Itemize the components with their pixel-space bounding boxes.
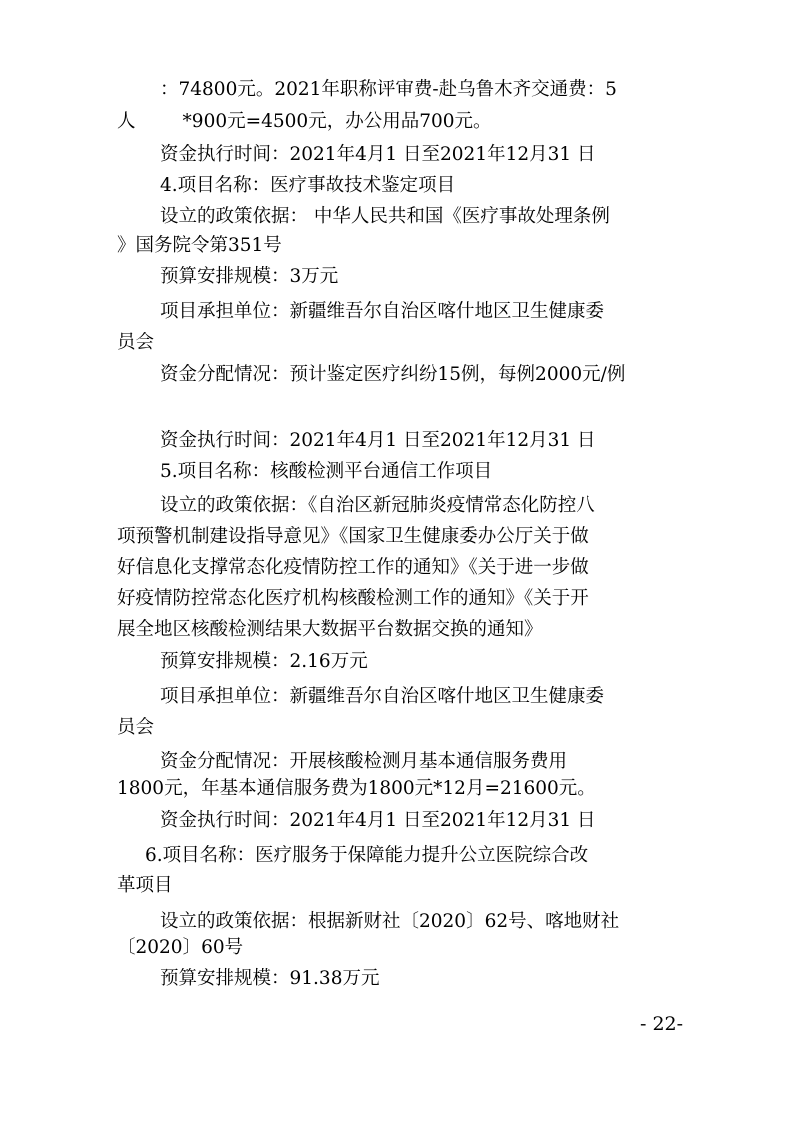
text-line: 革项目 (117, 875, 173, 896)
page-number: - 22- (640, 1013, 684, 1035)
text-line: 好疫情防控常态化医疗机构核酸检测工作的通知》《关于开 (117, 588, 589, 609)
text-line: 资金分配情况：开展核酸检测月基本通信服务费用 (160, 751, 568, 772)
text-line: 展全地区核酸检测结果大数据平台数据交换的通知》 (117, 619, 543, 640)
text-line: ：74800元。2021年职称评审费-赴乌鲁木齐交通费：5 (160, 79, 617, 100)
text-line: 预算安排规模：2.16万元 (160, 651, 368, 672)
text-line: 项预警机制建设指导意见》《国家卫生健康委办公厅关于做 (117, 526, 589, 547)
text-line: 人 *900元=4500元，办公用品700元。 (117, 111, 492, 132)
text-line: 1800元，年基本通信服务费为1800元*12月=21600元。 (117, 778, 596, 799)
section-heading: 5.项目名称：核酸检测平台通信工作项目 (160, 461, 493, 482)
text-line: 项目承担单位：新疆维吾尔自治区喀什地区卫生健康委 (160, 301, 605, 322)
text-line: 》国务院令第351号 (117, 235, 282, 256)
text-line: 资金分配情况：预计鉴定医疗纠纷15例，每例2000元/例 (160, 364, 626, 385)
text-line: 设立的政策依据： 中华人民共和国《医疗事故处理条例 (160, 206, 610, 227)
text-line: 设立的政策依据：根据新财社〔2020〕62号、喀地财社 (160, 911, 620, 932)
text-line: 预算安排规模：91.38万元 (160, 968, 380, 989)
text-line: 资金执行时间：2021年4月1 日至2021年12月31 日 (160, 430, 596, 451)
text-line: 好信息化支撑常态化疫情防控工作的通知》《关于进一步做 (117, 557, 589, 578)
text-line: 项目承担单位：新疆维吾尔自治区喀什地区卫生健康委 (160, 686, 605, 707)
text-line: 员会 (117, 332, 155, 353)
text-line: 预算安排规模：3万元 (160, 266, 339, 287)
text-line: 员会 (117, 717, 155, 738)
text-line: 设立的政策依据：《自治区新冠肺炎疫情常态化防控八 (160, 495, 595, 516)
text-line: 〔2020〕60号 (117, 937, 244, 958)
text-line: 资金执行时间：2021年4月1 日至2021年12月31 日 (160, 810, 596, 831)
text-line: 资金执行时间：2021年4月1 日至2021年12月31 日 (160, 144, 596, 165)
section-heading: 6.项目名称：医疗服务于保障能力提升公立医院综合改 (145, 845, 589, 866)
section-heading: 4.项目名称：医疗事故技术鉴定项目 (160, 175, 456, 196)
